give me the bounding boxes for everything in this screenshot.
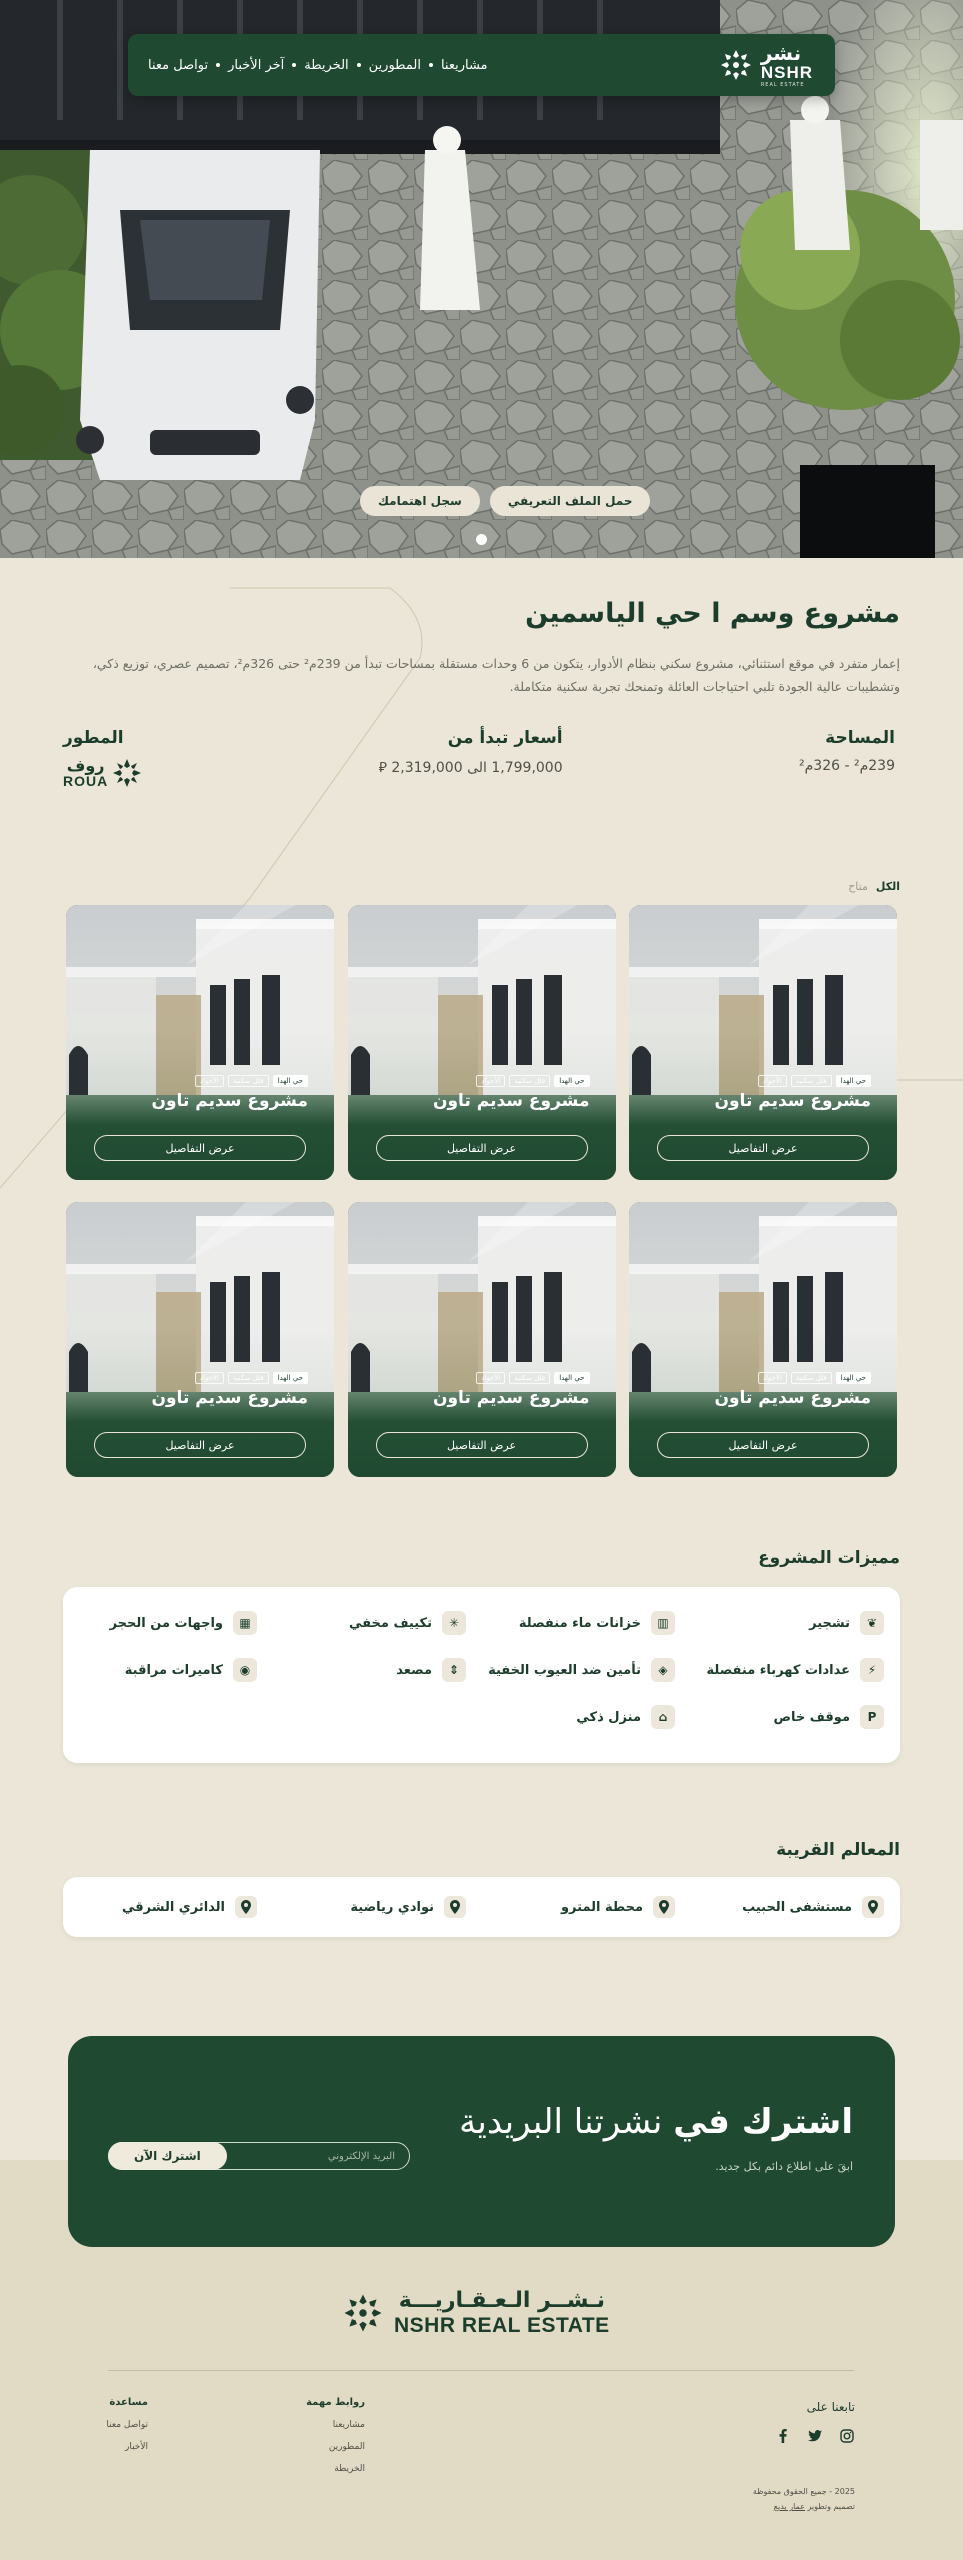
project-card-badges xyxy=(195,1372,308,1384)
stat-developer-label: المطور xyxy=(63,728,124,748)
roua-logo-icon xyxy=(112,758,142,788)
parking-icon: P xyxy=(860,1705,884,1729)
landmark-item xyxy=(675,1896,884,1918)
project-card[interactable] xyxy=(348,1202,616,1477)
subscribe-button[interactable]: اشترك الآن xyxy=(108,2142,227,2170)
card-badge-location: حي الهدا xyxy=(836,1075,871,1087)
landmark-label: الدائري الشرقي xyxy=(121,1899,225,1915)
project-card-name: مشروع سديم تاون xyxy=(432,1091,590,1111)
project-description: إعمار متفرد في موقع استثنائي، مشروع سكني بنظام الأدوار، يتكون من 6 وحدات مستقلة بمساحات تبدأ من 239م² حتى 326م²، تصميم عصري، توزيع ذكي، وتشطيبات عالية الجودة تلبي احتياجات العائلة وتمنحك تجربة سكنية متكاملة. xyxy=(92,656,900,694)
location-pin-icon xyxy=(653,1896,675,1918)
footer-divider xyxy=(108,2370,854,2371)
card-badge-type: فلل سكنية xyxy=(509,1372,550,1384)
project-card-badges xyxy=(476,1075,589,1087)
newsletter-subtitle: ابقَ على اطلاع دائم بكل جديد. xyxy=(715,2160,853,2173)
project-card-badges xyxy=(758,1075,871,1087)
stone-facade-icon: ▦ xyxy=(233,1611,257,1635)
view-details-button[interactable]: عرض التفاصيل xyxy=(94,1432,306,1458)
footer-link-news[interactable]: الأخبار xyxy=(124,2442,148,2452)
nav-separator xyxy=(216,63,220,67)
feature-item xyxy=(466,1654,675,1686)
view-details-button[interactable]: عرض التفاصيل xyxy=(657,1432,869,1458)
newsletter-title-rest: نشرتنا البريدية xyxy=(459,2102,663,2142)
download-profile-button[interactable]: حمل الملف التعريفي xyxy=(490,486,651,516)
smart-home-icon: ⌂ xyxy=(651,1705,675,1729)
important-links xyxy=(306,2397,365,2486)
stat-prices-value: 1,799,000 الى 2,319,000 ⃁ xyxy=(378,760,563,776)
stat-prices-label: أسعار تبدأ من xyxy=(447,728,563,748)
features-title: مميزات المشروع xyxy=(758,1548,900,1568)
feature-item xyxy=(466,1607,675,1639)
card-badge-type: فلل سكنية xyxy=(791,1372,832,1384)
footer-link-contact[interactable]: تواصل معنا xyxy=(106,2420,148,2430)
developer-logo-arabic: روف xyxy=(66,756,105,775)
features-panel xyxy=(63,1587,900,1763)
card-badge-type: فلل سكنية xyxy=(509,1075,550,1087)
card-badge-type: فلل سكنية xyxy=(228,1075,269,1087)
card-badge-location: حي الهدا xyxy=(554,1075,589,1087)
water-tank-icon: ▥ xyxy=(651,1611,675,1635)
filter-available[interactable]: متاح xyxy=(848,880,868,893)
nav-separator xyxy=(429,63,433,67)
footer-link-developers[interactable]: المطورين xyxy=(328,2442,365,2452)
email-input[interactable] xyxy=(235,2151,395,2162)
important-links-title: روابط مهمة xyxy=(306,2397,365,2408)
footer-logo-english: NSHR REAL ESTATE xyxy=(394,2314,610,2337)
project-card-badges xyxy=(195,1075,308,1087)
stat-area xyxy=(799,728,895,788)
project-cards-grid xyxy=(66,905,897,1477)
feature-label: خزانات ماء منفصلة xyxy=(518,1615,641,1631)
feature-item xyxy=(466,1701,675,1733)
card-badge-type: فلل سكنية xyxy=(791,1075,832,1087)
feature-label: منزل ذكي xyxy=(576,1709,641,1725)
project-card-name: مشروع سديم تاون xyxy=(151,1091,308,1111)
landmark-item xyxy=(48,1896,257,1918)
nav-contact[interactable]: تواصل معنا xyxy=(148,57,209,73)
feature-item xyxy=(48,1607,257,1639)
landmarks-panel xyxy=(63,1877,900,1937)
feature-item xyxy=(675,1701,884,1733)
project-card[interactable] xyxy=(348,905,616,1180)
register-interest-button[interactable]: سجل اهتمامك xyxy=(360,486,480,516)
social-links xyxy=(775,2428,855,2444)
project-card[interactable] xyxy=(66,905,334,1180)
features-grid xyxy=(63,1607,884,1733)
main-nav xyxy=(148,58,488,73)
card-badge-type: فلل سكنية xyxy=(228,1372,269,1384)
feature-label: كاميرات مراقبة xyxy=(124,1662,223,1678)
nav-projects[interactable]: مشاريعنا xyxy=(440,57,488,73)
landmark-item xyxy=(466,1896,675,1918)
landmark-label: نوادي رياضية xyxy=(350,1899,434,1915)
nav-developers[interactable]: المطورين xyxy=(368,57,421,73)
card-badge-location: حي الهدا xyxy=(836,1372,871,1384)
landmark-label: محطة المترو xyxy=(560,1899,643,1915)
project-card-badges xyxy=(758,1372,871,1384)
landmark-item xyxy=(257,1896,466,1918)
project-card-name: مشروع سديم تاون xyxy=(714,1388,871,1408)
credit-prefix: تصميم وتطوير xyxy=(807,2502,855,2511)
landmark-label: مستشفى الحبيب xyxy=(742,1899,852,1915)
project-card[interactable] xyxy=(66,1202,334,1477)
carousel-dot[interactable] xyxy=(476,534,487,545)
stat-area-label: المساحة xyxy=(825,728,895,748)
project-card-badges xyxy=(476,1372,589,1384)
card-badge-category: الأجواد xyxy=(476,1372,505,1384)
copyright-text: جميع الحقوق محفوظة xyxy=(752,2487,827,2496)
card-badge-location: حي الهدا xyxy=(554,1372,589,1384)
location-pin-icon xyxy=(235,1896,257,1918)
nav-separator xyxy=(292,63,296,67)
feature-item xyxy=(257,1607,466,1639)
logo-arabic: نشر xyxy=(760,40,802,65)
filter-all[interactable]: الكل xyxy=(875,880,900,893)
view-details-button[interactable]: عرض التفاصيل xyxy=(94,1135,306,1161)
landmarks-grid xyxy=(48,1896,884,1918)
nav-separator xyxy=(357,63,361,67)
feature-item xyxy=(675,1654,884,1686)
landmarks-title: المعالم القريبة xyxy=(776,1840,900,1860)
feature-label: واجهات من الحجر xyxy=(109,1615,223,1631)
feature-item xyxy=(675,1607,884,1639)
card-badge-location: حي الهدا xyxy=(273,1372,308,1384)
feature-item xyxy=(48,1654,257,1686)
stat-prices xyxy=(379,728,563,788)
newsletter-title xyxy=(459,2102,853,2142)
feature-label: تكييف مخفي xyxy=(349,1615,432,1631)
instagram-icon[interactable] xyxy=(839,2428,855,2444)
nshr-star-logo-icon xyxy=(342,2292,384,2334)
view-details-button[interactable]: عرض التفاصيل xyxy=(657,1135,869,1161)
footer-logo-arabic: نـشــر الـعـقـاريـــة xyxy=(398,2288,605,2313)
help-links xyxy=(106,2397,148,2464)
card-badge-category: الأجواد xyxy=(195,1372,224,1384)
twitter-icon[interactable] xyxy=(807,2428,823,2444)
copyright-year: 2025 xyxy=(834,2487,855,2496)
feature-label: مصعد xyxy=(396,1662,432,1678)
electric-meter-icon: ⚡ xyxy=(860,1658,884,1682)
hero-actions xyxy=(360,486,650,516)
project-card[interactable] xyxy=(629,1202,897,1477)
tree-icon: ❦ xyxy=(860,1611,884,1635)
feature-label: تشجير xyxy=(809,1615,850,1631)
developer-logo[interactable] xyxy=(63,758,142,788)
view-details-button[interactable]: عرض التفاصيل xyxy=(376,1432,588,1458)
shield-icon: ◈ xyxy=(651,1658,675,1682)
stat-developer xyxy=(63,728,142,788)
project-card[interactable] xyxy=(629,905,897,1180)
copyright: 2025 - جميع الحقوق محفوظة تصميم وتطوير عمار بديع xyxy=(752,2487,855,2511)
footer-link-projects[interactable]: مشاريعنا xyxy=(332,2420,365,2430)
nshr-logo[interactable] xyxy=(719,40,813,88)
newsletter-section xyxy=(68,2036,895,2247)
feature-label: عدادات كهرباء منفصلة xyxy=(706,1662,850,1678)
developer-logo-english: ROUA xyxy=(63,773,109,789)
location-pin-icon xyxy=(444,1896,466,1918)
card-badge-category: الأجواد xyxy=(758,1372,787,1384)
project-filter xyxy=(848,880,900,893)
feature-item xyxy=(257,1654,466,1686)
credit-link[interactable]: عمار بديع xyxy=(773,2502,805,2511)
project-card-name: مشروع سديم تاون xyxy=(151,1388,308,1408)
top-navbar xyxy=(128,34,835,96)
card-badge-category: الأجواد xyxy=(758,1075,787,1087)
elevator-icon: ⇕ xyxy=(442,1658,466,1682)
hero-section xyxy=(0,0,963,558)
newsletter-title-bold: اشترك في xyxy=(673,2102,853,2142)
project-title: مشروع وسم ا حي الياسمين xyxy=(525,598,900,629)
feature-label: موقف خاص xyxy=(773,1709,850,1725)
card-badge-location: حي الهدا xyxy=(273,1075,308,1087)
project-card-name: مشروع سديم تاون xyxy=(714,1091,871,1111)
footer-logo[interactable] xyxy=(342,2290,610,2336)
logo-english: NSHR xyxy=(760,62,813,82)
stat-area-value: 239م² - 326م² xyxy=(798,758,895,774)
location-pin-icon xyxy=(862,1896,884,1918)
view-details-button[interactable]: عرض التفاصيل xyxy=(376,1135,588,1161)
nshr-star-logo-icon xyxy=(719,48,753,82)
ac-snowflake-icon: ✳ xyxy=(442,1611,466,1635)
camera-icon: ◉ xyxy=(233,1658,257,1682)
follow-us-label: تابعنا على xyxy=(806,2400,855,2414)
logo-sub: REAL ESTATE xyxy=(760,81,805,88)
nav-latest-news[interactable]: آخر الأخبار xyxy=(228,57,285,73)
footer-link-map[interactable]: الخريطة xyxy=(334,2464,365,2474)
feature-label: تأمين ضد العيوب الخفية xyxy=(488,1662,641,1678)
project-stats xyxy=(63,728,895,788)
nav-map[interactable]: الخريطة xyxy=(304,57,349,73)
facebook-icon[interactable] xyxy=(775,2428,791,2444)
follow-us xyxy=(775,2400,855,2444)
help-links-title: مساعدة xyxy=(109,2397,148,2408)
newsletter-form xyxy=(108,2142,410,2170)
card-badge-category: الأجواد xyxy=(195,1075,224,1087)
card-badge-category: الأجواد xyxy=(476,1075,505,1087)
project-card-name: مشروع سديم تاون xyxy=(432,1388,590,1408)
